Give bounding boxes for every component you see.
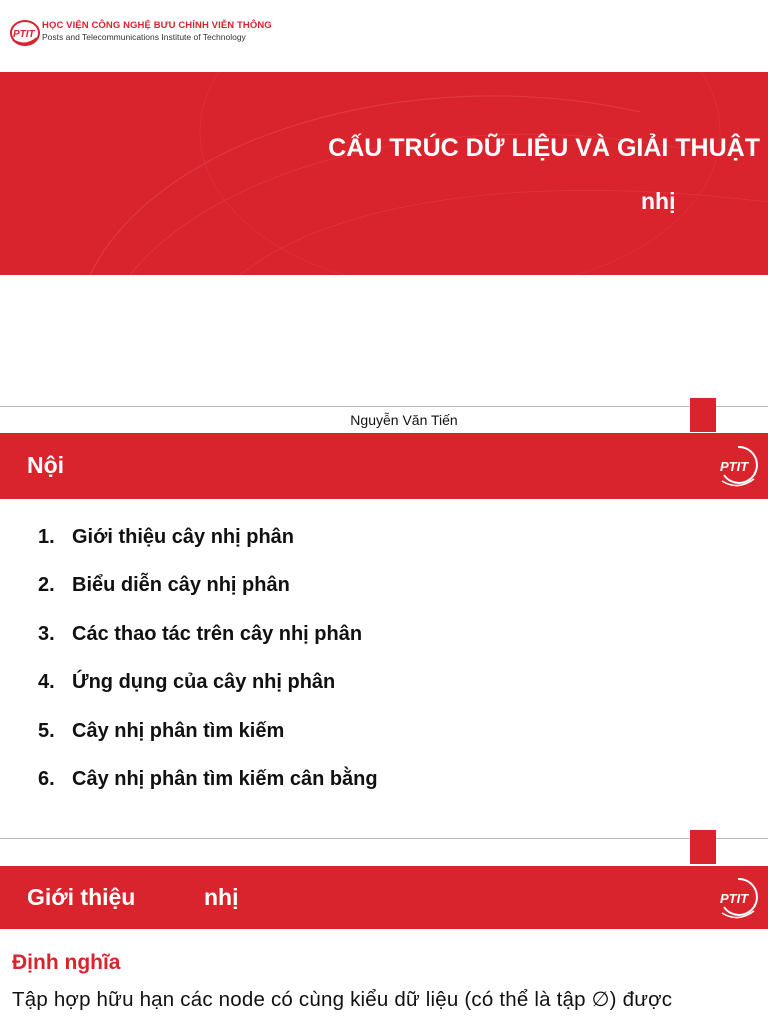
ptit-logo-icon (8, 18, 44, 48)
definition-text: Tập hợp hữu hạn các node có cùng kiểu dữ liệu (có thể là tập ∅) được (12, 988, 673, 1011)
slide-divider (0, 838, 768, 839)
list-item (38, 574, 638, 622)
slide-divider (0, 406, 768, 407)
ptit-logo-icon (716, 441, 762, 491)
intro-header-bar (0, 866, 768, 929)
section-title: Định nghĩa (12, 951, 121, 974)
org-name-vn: HỌC VIỆN CÔNG NGHỆ BƯU CHÍNH VIỄN THÔNG (42, 20, 272, 31)
item-text: Các thao tác trên cây nhị phân (72, 622, 363, 645)
item-number: 4. (38, 671, 55, 694)
item-number: 5. (38, 719, 55, 742)
item-text: Cây nhị phân tìm kiếm cân bằng (72, 767, 378, 790)
list-item (38, 623, 638, 671)
contents-header-bar (0, 433, 768, 499)
item-number: 2. (38, 574, 55, 597)
banner-decoration (0, 72, 768, 275)
logo-wordmark: PTIT (13, 29, 35, 40)
intro-heading-part1: Giới thiệu (27, 884, 136, 910)
contents-heading: Nội (27, 452, 65, 478)
logo-wordmark: PTIT (720, 459, 749, 474)
item-text: Cây nhị phân tìm kiếm (72, 719, 285, 742)
institute-header (8, 18, 308, 52)
course-title: CẤU TRÚC DỮ LIỆU VÀ GIẢI THUẬT (328, 134, 760, 162)
item-number: 6. (38, 767, 55, 790)
title-banner (0, 72, 768, 275)
item-text: Ứng dụng của cây nhị phân (72, 671, 336, 694)
list-item (38, 526, 638, 574)
ptit-logo-icon (716, 873, 762, 923)
intro-heading-part2: nhị (204, 884, 239, 910)
list-item (38, 671, 638, 719)
item-number: 3. (38, 622, 55, 645)
divider-accent (690, 830, 716, 864)
author-name: Nguyễn Văn Tiến (350, 412, 458, 428)
list-item (38, 768, 638, 816)
contents-list (38, 526, 638, 816)
course-subtitle: nhị (641, 188, 676, 214)
item-text: Biểu diễn cây nhị phân (72, 574, 290, 597)
item-text: Giới thiệu cây nhị phân (72, 526, 295, 548)
logo-wordmark: PTIT (720, 891, 749, 906)
org-name-en: Posts and Telecommunications Institute of Technology (42, 32, 246, 42)
item-number: 1. (38, 526, 55, 548)
list-item (38, 720, 638, 768)
